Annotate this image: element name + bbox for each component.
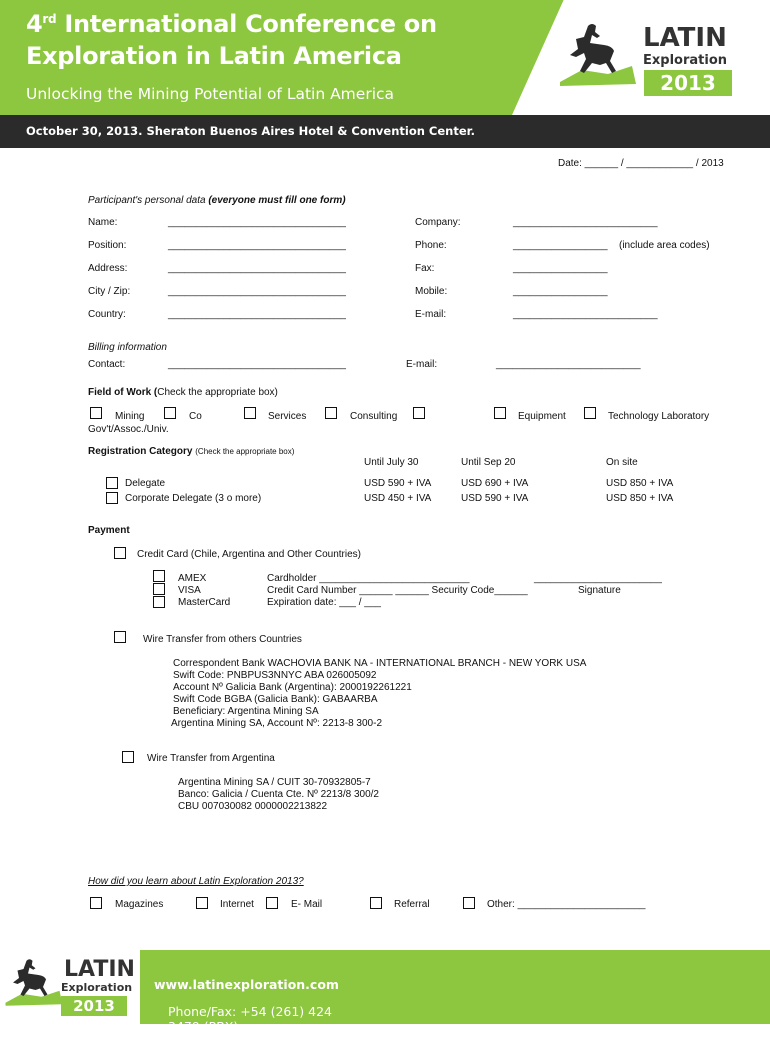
- field-co-label: Co: [189, 411, 202, 422]
- field-govt-label: Gov't/Assoc./Univ.: [88, 424, 169, 435]
- conference-subtitle: Unlocking the Mining Potential of Latin America: [26, 85, 395, 103]
- reg-delegate-price-july: USD 590 + IVA: [364, 478, 432, 489]
- learn-internet-label: Internet: [220, 899, 254, 910]
- learn-referral-checkbox[interactable]: [370, 897, 382, 909]
- learn-question: How did you learn about Latin Exploration 2013?: [88, 876, 304, 887]
- pay-wire-other-label: Wire Transfer from others Countries: [143, 634, 302, 645]
- reg-delegate-price-onsite: USD 850 + IVA: [606, 478, 674, 489]
- card-visa-label: VISA: [178, 585, 201, 596]
- wire-arg-detail-line: Argentina Mining SA / CUIT 30-70932805-7: [178, 777, 371, 788]
- field-equipment-label: Equipment: [518, 411, 566, 422]
- field-mining-label: Mining: [115, 411, 145, 422]
- personal-field-input[interactable]: ________________________________: [168, 286, 346, 297]
- pay-wire-arg-checkbox[interactable]: [122, 751, 134, 763]
- wire-arg-detail-line: Banco: Galicia / Cuenta Cte. Nº 2213/8 300/2: [178, 789, 379, 800]
- reg-corporate-price-sep: USD 590 + IVA: [461, 493, 529, 504]
- pay-wire-other-checkbox[interactable]: [114, 631, 126, 643]
- personal-field-input[interactable]: _________________: [513, 263, 608, 274]
- card-visa-checkbox[interactable]: [153, 583, 165, 595]
- personal-field-input[interactable]: ________________________________: [168, 217, 346, 228]
- billing-heading: Billing information: [88, 342, 167, 353]
- personal-field-label: Company:: [415, 217, 461, 228]
- field-co-checkbox[interactable]: [164, 407, 176, 419]
- wire-other-detail-line: Argentina Mining SA, Account Nº: 2213-8 300-2: [171, 718, 383, 729]
- footer-contact-bar: [140, 950, 770, 1064]
- registration-heading: Registration Category (Check the appropriate box): [88, 446, 295, 457]
- event-info-bar: [0, 115, 770, 148]
- personal-field-label: City / Zip:: [88, 286, 131, 297]
- wire-other-detail-line: Swift Code: PNBPUS3NNYC ABA 026005092: [173, 670, 377, 681]
- reg-col-onsite: On site: [606, 457, 638, 468]
- learn-other-checkbox[interactable]: [463, 897, 475, 909]
- reg-col-sep: Until Sep 20: [461, 457, 516, 468]
- footer-logo-year: 2013: [61, 996, 127, 1016]
- event-info-text: October 30, 2013. Sheraton Buenos Aires Hotel & Convention Center.: [26, 124, 476, 138]
- personal-field-input[interactable]: _________________: [513, 286, 608, 297]
- pay-wire-arg-label: Wire Transfer from Argentina: [147, 753, 275, 764]
- field-technology-checkbox[interactable]: [584, 407, 596, 419]
- reg-corporate-price-july: USD 450 + IVA: [364, 493, 432, 504]
- learn-magazines-label: Magazines: [115, 899, 164, 910]
- horse-rider-icon: [558, 20, 638, 90]
- billing-email-field[interactable]: __________________________: [496, 359, 641, 370]
- learn-referral-label: Referral: [394, 899, 430, 910]
- conference-title-line2: Exploration in Latin America: [26, 42, 402, 70]
- reg-delegate-checkbox[interactable]: [106, 477, 118, 489]
- footer-logo-latin: LATIN: [64, 957, 135, 982]
- personal-field-label: Address:: [88, 263, 128, 274]
- personal-field-input[interactable]: ________________________________: [168, 240, 346, 251]
- signature-field[interactable]: _______________________: [534, 573, 662, 584]
- wire-other-detail-line: Correspondent Bank WACHOVIA BANK NA - INTERNATIONAL BRANCH - NEW YORK USA: [173, 658, 587, 669]
- reg-delegate-label: Delegate: [125, 478, 166, 489]
- expiration-field[interactable]: Expiration date: ___ / ___: [267, 597, 381, 608]
- reg-corporate-label: Corporate Delegate (3 o more): [125, 493, 262, 504]
- footer-horse-rider-icon: [4, 955, 64, 1010]
- cardholder-field[interactable]: Cardholder ___________________________: [267, 573, 470, 584]
- card-mastercard-checkbox[interactable]: [153, 596, 165, 608]
- field-mining-checkbox[interactable]: [90, 407, 102, 419]
- field-consulting-checkbox[interactable]: [325, 407, 337, 419]
- personal-field-label: Position:: [88, 240, 127, 251]
- date-line[interactable]: Date: ______ / ____________ / 2013: [558, 158, 724, 169]
- card-amex-checkbox[interactable]: [153, 570, 165, 582]
- footer-contact-text: Phone/Fax: +54 (261) 424 3479 (PBX). info@latinexploration.com / www.latinexploration.com: [154, 977, 339, 1064]
- wire-other-detail-line: Swift Code BGBA (Galicia Bank): GABAARBA: [173, 694, 378, 705]
- signature-label: Signature: [578, 585, 621, 596]
- footer-logo-exploration: Exploration: [61, 981, 133, 994]
- personal-field-label: E-mail:: [415, 309, 447, 320]
- reg-col-july: Until July 30: [364, 457, 419, 468]
- field-of-work-heading: Field of Work (Check the appropriate box): [88, 387, 278, 398]
- personal-field-label: Country:: [88, 309, 126, 320]
- logo-latin-text: LATIN: [643, 23, 727, 53]
- logo-year-badge: 2013: [644, 70, 732, 96]
- personal-data-heading: Participant's personal data (everyone must fill one form): [88, 195, 346, 206]
- personal-field-label: Fax:: [415, 263, 435, 274]
- payment-heading: Payment: [88, 525, 130, 536]
- footer-website-link[interactable]: www.latinexploration.com: [154, 977, 339, 992]
- field-services-label: Services: [268, 411, 307, 422]
- billing-email-label: E-mail:: [406, 359, 438, 370]
- card-amex-label: AMEX: [178, 573, 207, 584]
- field-technology-label: Technology Laboratory: [608, 411, 710, 422]
- conference-title-line1: 4rd International Conference on: [26, 10, 437, 38]
- wire-arg-detail-line: CBU 007030082 0000002213822: [178, 801, 328, 812]
- personal-field-input[interactable]: ________________________________: [168, 263, 346, 274]
- logo-exploration-text: Exploration: [643, 53, 727, 68]
- learn-email-label: E- Mail: [291, 899, 323, 910]
- pay-credit-card-checkbox[interactable]: [114, 547, 126, 559]
- card-mastercard-label: MasterCard: [178, 597, 231, 608]
- learn-other-field[interactable]: Other: _______________________: [487, 899, 646, 910]
- personal-field-label: Mobile:: [415, 286, 448, 297]
- learn-email-checkbox[interactable]: [266, 897, 278, 909]
- card-number-field[interactable]: Credit Card Number ______ ______ Security Code______: [267, 585, 528, 596]
- personal-field-input[interactable]: __________________________: [513, 217, 658, 228]
- field-equipment-checkbox[interactable]: [494, 407, 506, 419]
- reg-corporate-price-onsite: USD 850 + IVA: [606, 493, 674, 504]
- personal-field-label: Name:: [88, 217, 118, 228]
- personal-field-label: Phone:: [415, 240, 447, 251]
- pay-credit-card-label: Credit Card (Chile, Argentina and Other Countries): [137, 549, 361, 560]
- field-govt-checkbox[interactable]: [413, 407, 425, 419]
- wire-other-detail-line: Beneficiary: Argentina Mining SA: [173, 706, 319, 717]
- personal-field-note: (include area codes): [619, 240, 710, 251]
- wire-other-detail-line: Account Nº Galicia Bank (Argentina): 2000192261221: [173, 682, 412, 693]
- reg-corporate-checkbox[interactable]: [106, 492, 118, 504]
- personal-field-input[interactable]: _________________: [513, 240, 608, 251]
- personal-field-input[interactable]: __________________________: [513, 309, 658, 320]
- billing-contact-field[interactable]: ________________________________: [168, 359, 346, 370]
- field-services-checkbox[interactable]: [244, 407, 256, 419]
- billing-contact-label: Contact:: [88, 359, 126, 370]
- reg-delegate-price-sep: USD 690 + IVA: [461, 478, 529, 489]
- personal-field-input[interactable]: ________________________________: [168, 309, 346, 320]
- learn-magazines-checkbox[interactable]: [90, 897, 102, 909]
- learn-internet-checkbox[interactable]: [196, 897, 208, 909]
- field-consulting-label: Consulting: [350, 411, 398, 422]
